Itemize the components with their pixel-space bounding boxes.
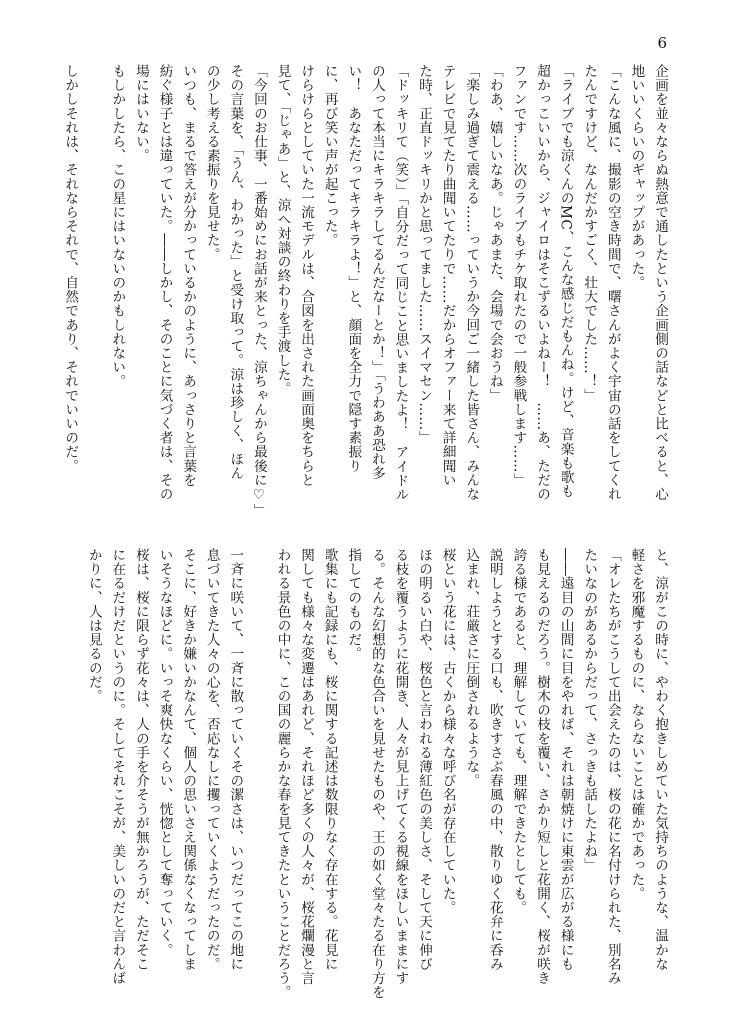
text-line: 場にはいない。 [132, 64, 149, 163]
text-line [81, 64, 105, 502]
text-line: る。そんな幻想的な色合いを見せたものや、王の如く堂々たる在り方を [368, 548, 385, 1000]
text-line: そこに、好きか嫌いかなんて、個人の思いさえ関係なくなってしま [180, 548, 197, 971]
text-line: 誇る様であると、理解していても、理解できたとしても。 [510, 548, 527, 915]
text-line: 歌集にも記録にも、桜に関する記述は数限りなく存在する。花見に [321, 548, 338, 971]
text-line: 指してのものだ。 [345, 548, 362, 661]
text-line: 息づいてきた人々の心を、否応なしに攫っていくようだったのだ。 [203, 548, 220, 971]
text-line: 軽さを邪魔するものに、ならないことは確かであった。 [628, 548, 645, 901]
text-line: 「ドッキリて（笑）」「自分だって同じこと思いましたよ！ アイドル [392, 64, 409, 502]
text-line: ――遠目の山間に目をやれば、それは朝焼けに東雲が広がる様にも [557, 548, 574, 971]
text-line: 企画を並々ならぬ熱意で通したという企画側の話などと比べると、心 [652, 64, 668, 502]
text-line: 桜は、桜に限らず花々は、人の手を介そうが無かろうが、ただそこ [132, 548, 149, 971]
text-line: いそうなほどに。いっそ爽快なくらい、恍惚として奪っていく。 [156, 548, 173, 957]
text-line: 超かっこいいから、ジャイロはそこずるいよねー！ ……あ、ただの [534, 64, 551, 502]
text-line [246, 548, 270, 968]
text-line: も見えるのだろう。樹木の枝を覆い、さかり短しと花開く、桜が咲き [534, 548, 551, 986]
text-line: けらけらとしていた一流モデルは、合図を出された画面奥をちらと [298, 64, 315, 487]
text-line: と、涼がこの時に、やわく抱きしめていた気持ちのような、温かな [652, 548, 668, 971]
text-line: たんですけど、なんだかすごく、壮大でした……！」 [581, 64, 598, 403]
text-line: われる景色の中に、この国の麗らかな春を見てきたということだろう。 [274, 548, 291, 1000]
text-line: る枝を覆うように花開き、人々が見上げてくる視線をほしいままにす [392, 548, 409, 986]
text-line: い！ あなただってキラキラよ！」と、顔面を全力で隠す素振り [345, 64, 362, 473]
text-line: の少し考える素振りを見せた。 [203, 64, 220, 262]
text-line: 紡ぐ様子とは違っていた。――しかし、そのことに気づく者は、その [156, 64, 173, 502]
text-line: 「こんな風に、撮影の空き時間で、曙さんがよく宇宙の話をしてくれ [604, 64, 621, 502]
text-line: 「ライブでも涼くんのMC、こんな感じだもんね。けど、音楽も歌も [557, 64, 574, 499]
text-line: た時、正直ドッキリかと思ってました……スイマセン……」 [416, 64, 433, 445]
upper-text-block [62, 64, 671, 518]
text-line: の人って本当にキラキラしてるんだなーとか！」「うわああ恐れ多 [368, 64, 385, 481]
text-line: しかしそれは、それならそれで、自然であり、それでいいのだ。 [62, 64, 79, 473]
text-line: 込まれ、荘厳さに圧倒されるような。 [463, 548, 480, 788]
text-line: 地いいくらいのギャップがあった。 [628, 64, 645, 290]
text-line: ほの明るい白や、桜色と言われる薄紅色の美しさ、そして天に伸び [416, 548, 433, 971]
text-line: ファンです……次のライブもチケ取れたので一般参戦します……」 [510, 64, 527, 487]
text-line: 一斉に咲いて、一斉に散っていくその潔さは、いつだってこの地に [227, 548, 244, 971]
text-line: 「オレたちがこうして出会えたのは、桜の花に名付けられた、別名み [604, 548, 621, 986]
page-number: 6 [657, 34, 667, 52]
text-line: 「楽しみ過ぎて震える……っていうか今回ご一緒した皆さん、みんな [463, 64, 480, 502]
text-line: に在るだけだというのに。そしてそれこそが、美しいのだと言わんば [109, 548, 126, 986]
text-line: 桜という花には、古くから様々な呼び名が存在していた。 [439, 548, 456, 915]
text-line: 関しても様々な変遷はあれど、それほど多くの人々が、桜花爛漫と言 [298, 548, 315, 986]
text-line: 説明しようとする口も、吹きすさぶ春風の中、散りゆく花弁に呑み [486, 548, 503, 971]
text-line: いつも、まるで答えが分かっているかのように、あっさりと言葉を [180, 64, 197, 487]
text-line: その言葉を、「うん、わかった」と受け取って。涼は珍しく、ほん [227, 64, 244, 481]
lower-text-block [85, 548, 671, 1000]
text-line: 見て、「じゃあ」と、涼へ対談の終わりを手渡した。 [274, 64, 291, 396]
text-line: テレビで見てたり曲聞いてたりで……だからオファー来て詳細聞い [439, 64, 456, 487]
text-line: かりに、人は見るのだ。 [85, 548, 102, 704]
text-line: たいなのがあるからだって、さっきも話したよね」 [581, 548, 598, 873]
text-line: もしかしたら、この星にはいないのかもしれない。 [109, 64, 126, 389]
text-line: に、再び笑い声が起こった。 [321, 64, 338, 248]
text-line: 「わあ、嬉しいなあ。じゃあまた、会場で会おうね」 [486, 64, 503, 403]
text-line: 「今回のお仕事、一番始めにお話が来とった、涼ちゃんから最後に♡」 [250, 64, 267, 518]
